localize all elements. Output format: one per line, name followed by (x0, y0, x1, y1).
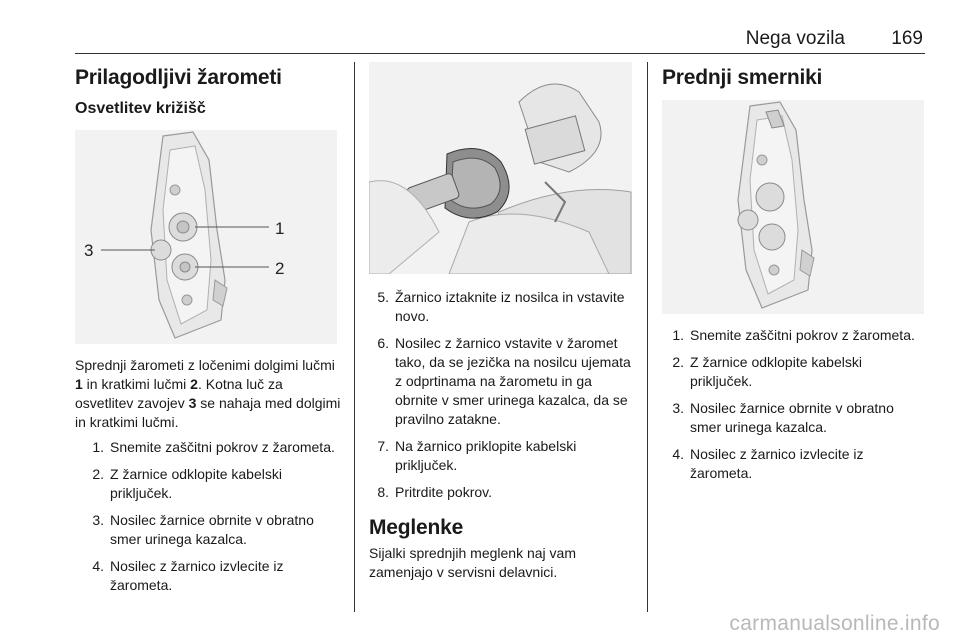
header-rule (75, 53, 925, 54)
header-title: Nega vozila (745, 28, 845, 49)
list-item: 1. Snemite zaščitni pokrov z žarometa. (92, 439, 335, 455)
list-item: 3. Nosilec žarnice obrnite v obratno smer urinega kazalca. (672, 400, 894, 435)
watermark: carmanualsonline.info (729, 612, 940, 635)
list-item: 8. Pritrdite pokrov. (377, 484, 492, 500)
headlight-figure (75, 130, 337, 344)
list-item: 6. Nosilec z žarnico vstavite v žaromet tako, da se jezička na nosilcu ujemata z odprtinama na žarometu in ga obrnite v smer urinega kazalca, da se pravilno zatakne. (377, 335, 631, 427)
figure-label-2: 2 (275, 259, 285, 278)
fog-lights-paragraph: Sijalki sprednjih meglenk naj vam zamenjajo v servisni delavnici. (369, 545, 576, 580)
bulb-figure (369, 62, 632, 274)
section-heading-front-indicators: Prednji smerniki (662, 66, 823, 89)
list-item: 1. Snemite zaščitni pokrov z žarometa. (672, 327, 915, 343)
headlight-illustration (75, 130, 337, 344)
page-number: 169 (891, 28, 923, 49)
figure-label-1: 1 (275, 219, 285, 238)
column-1 (75, 62, 343, 603)
section-heading-fog-lights: Meglenke (369, 516, 464, 539)
list-item: 4. Nosilec z žarnico izvlecite iz žarometa. (92, 558, 284, 593)
column-divider-2 (647, 62, 648, 612)
steps-list (84, 438, 343, 595)
list-item: 2. Z žarnice odklopite kabelski priključek. (672, 354, 862, 389)
subheading-cornering-light: Osvetlitev križišč (75, 100, 206, 117)
list-item: 7. Na žarnico priklopite kabelski priključek. (377, 438, 577, 473)
steps-list (664, 326, 927, 483)
column-3 (662, 62, 927, 491)
indicator-illustration (662, 100, 924, 314)
column-divider-1 (354, 62, 355, 612)
intro-paragraph: Sprednji žarometi z ločenimi dolgimi lučmi 1 in kratkimi lučmi 2. Kotna luč za osvetlitev zavojev 3 se nahaja med dolgimi in kratkimi lučmi. (75, 357, 341, 430)
page-header (75, 26, 925, 52)
steps-list-continued (369, 288, 632, 502)
list-item: 2. Z žarnice odklopite kabelski priključek. (92, 466, 282, 501)
column-2 (369, 62, 632, 582)
indicator-figure (662, 100, 924, 314)
bulb-holder-illustration (369, 62, 632, 274)
list-item: 5. Žarnico iztaknite iz nosilca in vstavite novo. (377, 289, 625, 324)
list-item: 4. Nosilec z žarnico izvlecite iz žarometa. (672, 446, 864, 481)
section-heading-adaptive-headlights: Prilagodljivi žarometi (75, 66, 282, 89)
list-item: 3. Nosilec žarnice obrnite v obratno smer urinega kazalca. (92, 512, 314, 547)
figure-label-3: 3 (84, 241, 94, 260)
